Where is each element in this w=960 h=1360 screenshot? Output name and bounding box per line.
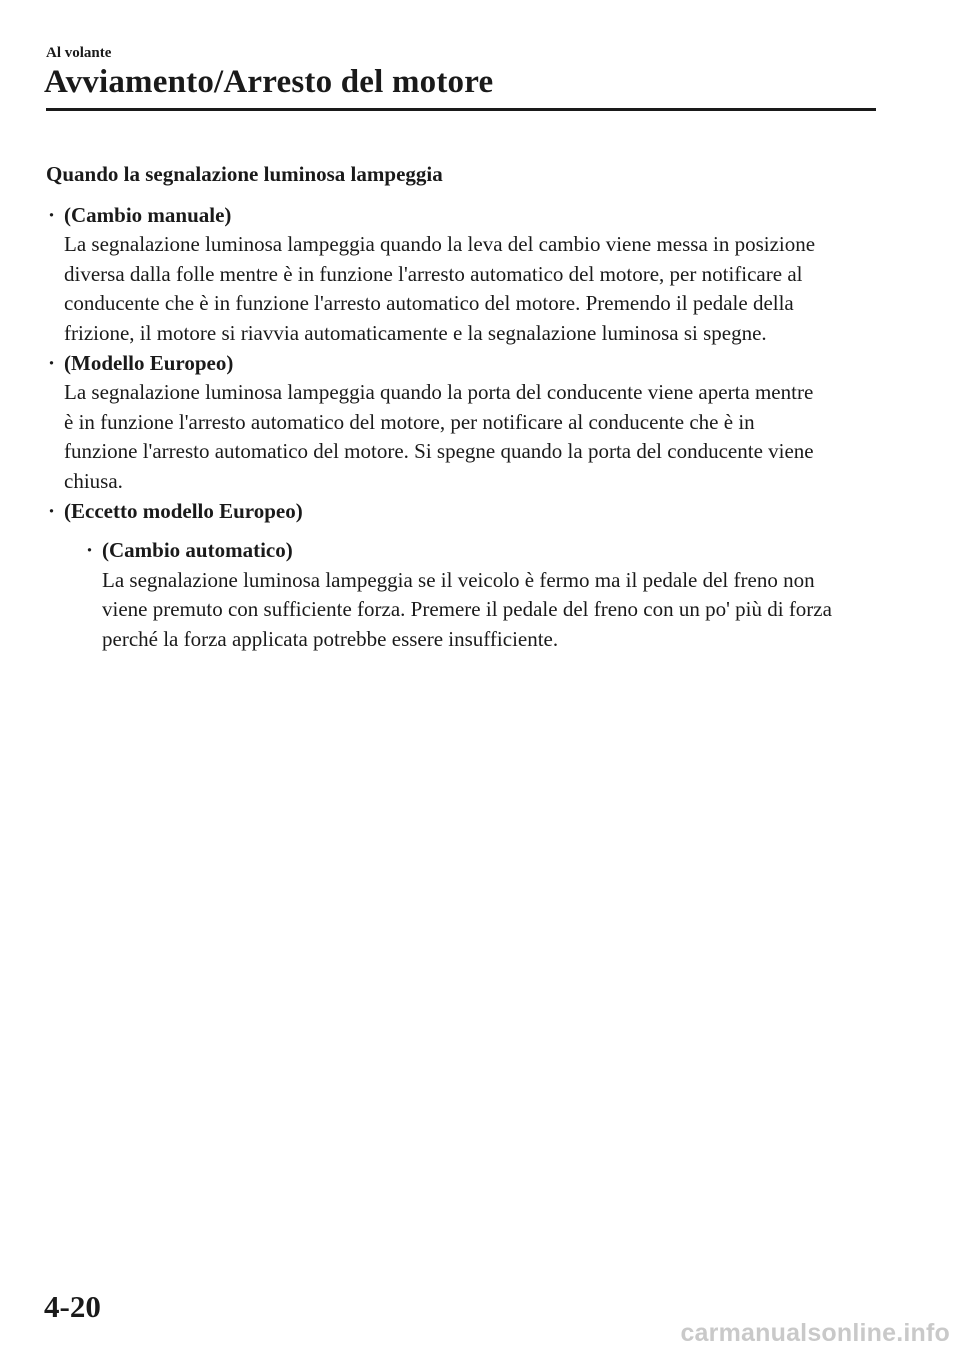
item-body-line: perché la forza applicata potrebbe essere insufficiente. (102, 626, 559, 651)
item-body-line: La segnalazione luminosa lampeggia quando la leva del cambio viene messa in posizione (64, 232, 816, 257)
bullet: · (48, 202, 56, 227)
item-title: (Cambio manuale) (64, 202, 232, 227)
item-body-line: conducente che è in funzione l'arresto automatico del motore. Premendo il pedale della (64, 291, 794, 316)
item-body-line: viene premuto con sufficiente forza. Premere il pedale del freno con un po' più di forza (102, 597, 832, 622)
subheading: Quando la segnalazione luminosa lampeggia (46, 162, 443, 186)
watermark: carmanualsonline.info (680, 1319, 950, 1347)
bullet: · (48, 498, 56, 523)
item-body-line: è in funzione l'arresto automatico del motore, per notificare al conducente che è in (64, 409, 755, 434)
list-item-except-european-model (46, 497, 876, 655)
bullet: · (48, 350, 56, 375)
item-body-line: diversa dalla folle mentre è in funzione l'arresto automatico del motore, per notificare al (64, 261, 803, 286)
item-title: (Eccetto modello Europeo) (64, 498, 303, 523)
item-body-line: funzione l'arresto automatico del motore. Si spegne quando la porta del conducente viene (64, 439, 814, 464)
item-title: (Cambio automatico) (102, 538, 293, 563)
item-body-line: chiusa. (64, 468, 123, 493)
item-body-line: La segnalazione luminosa lampeggia quando la porta del conducente viene aperta mentre (64, 380, 814, 405)
item-body-line: La segnalazione luminosa lampeggia se il veicolo è fermo ma il pedale del freno non (102, 567, 815, 592)
bullet: · (86, 538, 94, 563)
list-item-manual-transmission (46, 201, 876, 349)
item-title: (Modello Europeo) (64, 350, 234, 375)
list-item-european-model (46, 349, 876, 497)
page-number: 4-20 (44, 1289, 101, 1324)
title-divider (46, 108, 876, 111)
manual-content (46, 160, 876, 655)
page-title: Avviamento/Arresto del motore (44, 64, 494, 100)
item-body-line: frizione, il motore si riavvia automaticamente e la segnalazione luminosa si spegne. (64, 320, 767, 345)
section-label: Al volante (46, 45, 112, 61)
list-item-automatic-transmission (84, 536, 876, 654)
